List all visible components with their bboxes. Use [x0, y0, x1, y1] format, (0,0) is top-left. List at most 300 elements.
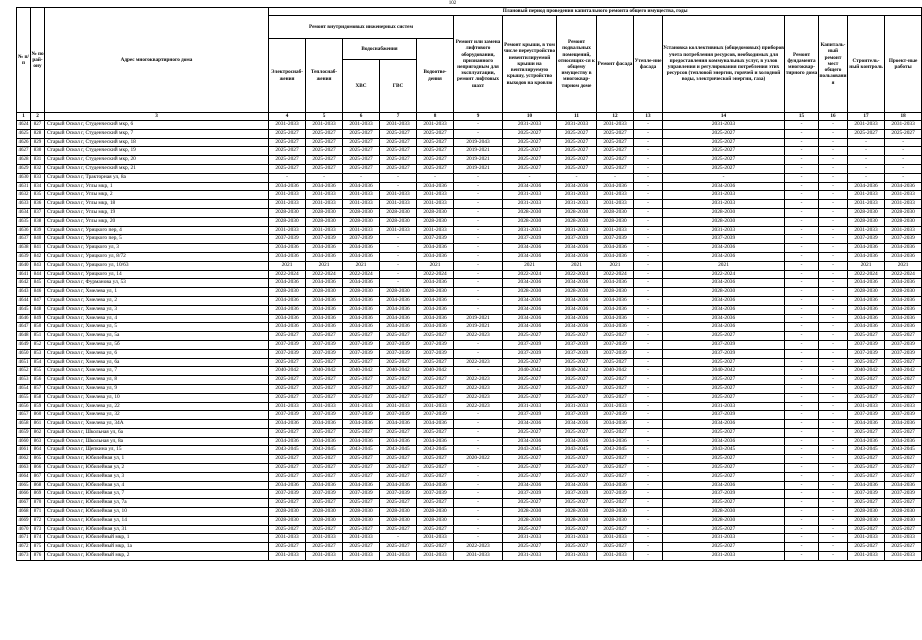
period-cell: 2022-2023: [454, 376, 503, 385]
column-number: 16: [819, 113, 848, 121]
address-cell: Старый Оскол г, Хмелева ул, 9: [45, 384, 269, 393]
period-cell: -: [819, 173, 848, 182]
period-cell: -: [819, 420, 848, 429]
table-row: [17, 543, 922, 552]
period-cell: -: [454, 490, 503, 499]
header-heat: Теплоснаб-жения: [306, 39, 343, 113]
period-cell: -: [785, 208, 819, 217]
period-cell: -: [848, 164, 885, 173]
period-cell: 2034-2036: [269, 323, 306, 332]
period-cell: -: [634, 543, 663, 552]
period-cell: -: [634, 481, 663, 490]
period-cell: 2040-2042: [269, 367, 306, 376]
period-cell: 2031-2033: [885, 552, 922, 561]
period-cell: -: [634, 191, 663, 200]
row-index-cell: 4663: [17, 464, 31, 473]
period-cell: -: [634, 490, 663, 499]
period-cell: 2031-2033: [597, 121, 634, 130]
period-cell: 2043-2045: [380, 446, 417, 455]
period-cell: 2021: [269, 261, 306, 270]
period-cell: 2034-2036: [885, 182, 922, 191]
period-cell: 2037-2039: [663, 490, 785, 499]
period-cell: 2025-2027: [306, 472, 343, 481]
period-cell: 2025-2027: [503, 332, 557, 341]
period-cell: 2025-2027: [503, 455, 557, 464]
period-cell: 2025-2027: [848, 464, 885, 473]
period-cell: -: [380, 244, 417, 253]
period-cell: 2021: [417, 261, 454, 270]
column-number: 1: [17, 113, 31, 121]
period-cell: -: [785, 191, 819, 200]
period-cell: 2034-2036: [380, 296, 417, 305]
period-cell: 2040-2042: [306, 367, 343, 376]
period-cell: 2025-2027: [848, 376, 885, 385]
table-row: [17, 349, 922, 358]
period-cell: 2037-2039: [503, 411, 557, 420]
period-cell: 2034-2036: [663, 314, 785, 323]
period-cell: -: [819, 340, 848, 349]
period-cell: 2031-2033: [343, 552, 380, 561]
period-cell: 2028-2030: [885, 217, 922, 226]
period-cell: 2040-2042: [885, 367, 922, 376]
period-cell: 2022-2023: [454, 402, 503, 411]
row-index-cell: 4638: [17, 244, 31, 253]
period-cell: -: [819, 358, 848, 367]
period-cell: 2028-2030: [417, 208, 454, 217]
period-cell: 2031-2033: [380, 200, 417, 209]
period-cell: 2025-2027: [306, 138, 343, 147]
period-cell: -: [454, 508, 503, 517]
period-cell: 2034-2036: [848, 314, 885, 323]
period-cell: 2025-2027: [343, 156, 380, 165]
address-cell: Старый Оскол г, Урицкого пер, 4: [45, 226, 269, 235]
period-cell: 2043-2045: [557, 446, 597, 455]
header-period-title: Плановый период проведения капитального ремонта общего имущества, годы: [269, 8, 922, 16]
period-cell: 2034-2036: [343, 296, 380, 305]
period-cell: 2025-2027: [269, 358, 306, 367]
period-cell: 2025-2027: [343, 455, 380, 464]
district-number-cell: 872: [31, 516, 45, 525]
period-cell: -: [785, 261, 819, 270]
period-cell: -: [819, 376, 848, 385]
period-cell: -: [634, 147, 663, 156]
period-cell: 2034-2036: [380, 305, 417, 314]
period-cell: 2025-2027: [269, 525, 306, 534]
header-electric: Электроснаб-жения: [269, 39, 306, 113]
period-cell: -: [785, 138, 819, 147]
period-cell: 2031-2033: [343, 200, 380, 209]
period-cell: -: [380, 279, 417, 288]
address-cell: Старый Оскол г, Хмелева ул, 34А: [45, 420, 269, 429]
period-cell: 2031-2033: [557, 226, 597, 235]
period-cell: 2034-2036: [663, 420, 785, 429]
row-index-cell: 4655: [17, 393, 31, 402]
period-cell: 2031-2033: [597, 402, 634, 411]
period-cell: -: [269, 173, 306, 182]
period-cell: -: [454, 437, 503, 446]
district-number-cell: 849: [31, 314, 45, 323]
period-cell: -: [454, 191, 503, 200]
address-cell: Старый Оскол г, Юбилейная ул, 31: [45, 525, 269, 534]
period-cell: 2025-2027: [306, 543, 343, 552]
period-cell: 2025-2027: [306, 332, 343, 341]
header-water-supply: Водоснабжения: [343, 39, 417, 60]
row-index-cell: 4647: [17, 323, 31, 332]
period-cell: 2037-2039: [848, 490, 885, 499]
period-cell: 2025-2027: [885, 499, 922, 508]
period-cell: 2025-2027: [848, 455, 885, 464]
period-cell: 2028-2030: [269, 208, 306, 217]
period-cell: 2034-2036: [306, 314, 343, 323]
period-cell: 2034-2036: [597, 252, 634, 261]
period-cell: -: [343, 173, 380, 182]
period-cell: -: [634, 384, 663, 393]
period-cell: 2025-2027: [269, 147, 306, 156]
period-cell: -: [454, 464, 503, 473]
table-row: [17, 481, 922, 490]
period-cell: 2025-2027: [306, 376, 343, 385]
period-cell: -: [454, 288, 503, 297]
header-hot-water: ГВС: [380, 60, 417, 113]
period-cell: -: [380, 270, 417, 279]
header-facade-repair: Ремонт фасада: [597, 16, 634, 113]
period-cell: 2031-2033: [663, 402, 785, 411]
period-cell: 2034-2036: [417, 279, 454, 288]
period-cell: 2040-2042: [417, 367, 454, 376]
period-cell: 2034-2036: [557, 296, 597, 305]
period-cell: -: [785, 164, 819, 173]
period-cell: -: [819, 270, 848, 279]
row-index-cell: 4661: [17, 446, 31, 455]
address-cell: Старый Оскол г, Углы мкр, 2: [45, 191, 269, 200]
period-cell: -: [454, 534, 503, 543]
row-index-cell: 4665: [17, 481, 31, 490]
district-number-cell: 827: [31, 121, 45, 130]
period-cell: -: [634, 288, 663, 297]
district-number-cell: 867: [31, 472, 45, 481]
table-row: [17, 508, 922, 517]
period-cell: 2028-2030: [597, 217, 634, 226]
period-cell: 2031-2033: [597, 200, 634, 209]
period-cell: 2034-2036: [417, 252, 454, 261]
period-cell: 2037-2039: [343, 490, 380, 499]
period-cell: -: [785, 508, 819, 517]
period-cell: 2031-2033: [306, 191, 343, 200]
period-cell: -: [380, 252, 417, 261]
district-number-cell: 853: [31, 349, 45, 358]
period-cell: 2025-2027: [306, 499, 343, 508]
period-cell: 2028-2030: [343, 508, 380, 517]
period-cell: -: [785, 182, 819, 191]
row-index-cell: 4626: [17, 138, 31, 147]
period-cell: -: [454, 252, 503, 261]
row-index-cell: 4656: [17, 402, 31, 411]
period-cell: 2034-2036: [503, 252, 557, 261]
period-cell: 2025-2027: [503, 147, 557, 156]
period-cell: 2025-2027: [380, 525, 417, 534]
period-cell: 2034-2036: [848, 244, 885, 253]
period-cell: -: [634, 534, 663, 543]
period-cell: 2040-2042: [848, 367, 885, 376]
period-cell: 2031-2033: [380, 226, 417, 235]
period-cell: 2037-2039: [597, 235, 634, 244]
period-cell: 2034-2036: [343, 182, 380, 191]
period-cell: 2025-2027: [417, 384, 454, 393]
period-cell: 2034-2036: [343, 252, 380, 261]
table-row: [17, 411, 922, 420]
district-number-cell: 865: [31, 455, 45, 464]
period-cell: 2022-2024: [597, 270, 634, 279]
period-cell: 2034-2036: [503, 305, 557, 314]
period-cell: 2037-2039: [306, 411, 343, 420]
period-cell: 2031-2033: [503, 402, 557, 411]
address-cell: Старый Оскол г, Юбилейная ул, 2: [45, 464, 269, 473]
period-cell: 2037-2039: [269, 490, 306, 499]
period-cell: 2028-2030: [848, 217, 885, 226]
period-cell: 2031-2033: [597, 552, 634, 561]
period-cell: 2031-2033: [503, 200, 557, 209]
period-cell: 2031-2033: [848, 191, 885, 200]
period-cell: 2037-2039: [557, 235, 597, 244]
row-index-cell: 4664: [17, 472, 31, 481]
period-cell: 2034-2036: [848, 279, 885, 288]
period-cell: 2025-2027: [557, 464, 597, 473]
period-cell: 2025-2027: [557, 332, 597, 341]
period-cell: 2034-2036: [557, 244, 597, 253]
period-cell: 2028-2030: [503, 516, 557, 525]
row-index-cell: 4670: [17, 525, 31, 534]
period-cell: 2025-2027: [597, 525, 634, 534]
period-cell: 2034-2036: [343, 244, 380, 253]
period-cell: 2034-2036: [306, 305, 343, 314]
column-number: 17: [848, 113, 885, 121]
period-cell: 2025-2027: [557, 358, 597, 367]
period-cell: 2025-2027: [848, 472, 885, 481]
period-cell: 2034-2036: [557, 420, 597, 429]
district-number-cell: 861: [31, 420, 45, 429]
period-cell: 2025-2027: [380, 384, 417, 393]
period-cell: 2031-2033: [503, 191, 557, 200]
period-cell: 2025-2027: [380, 129, 417, 138]
address-cell: Старый Оскол г, Хмелева ул, 6а: [45, 358, 269, 367]
row-index-cell: 4654: [17, 384, 31, 393]
period-cell: 2031-2033: [269, 534, 306, 543]
period-cell: 2025-2027: [663, 472, 785, 481]
district-number-cell: 835: [31, 191, 45, 200]
period-cell: -: [785, 499, 819, 508]
period-cell: 2025-2027: [885, 358, 922, 367]
period-cell: -: [454, 121, 503, 130]
period-cell: -: [819, 235, 848, 244]
period-cell: 2034-2036: [417, 481, 454, 490]
row-index-cell: 4627: [17, 147, 31, 156]
period-cell: 2028-2030: [663, 508, 785, 517]
address-cell: Старый Оскол г, Хмелева ул, 8: [45, 376, 269, 385]
period-cell: 2025-2027: [848, 358, 885, 367]
period-cell: 2025-2027: [663, 147, 785, 156]
period-cell: -: [634, 376, 663, 385]
period-cell: -: [634, 217, 663, 226]
period-cell: 2034-2036: [417, 182, 454, 191]
period-cell: 2025-2027: [417, 156, 454, 165]
period-cell: 2028-2030: [848, 288, 885, 297]
period-cell: 2028-2030: [597, 288, 634, 297]
period-cell: 2025-2027: [380, 428, 417, 437]
period-cell: 2025-2027: [417, 543, 454, 552]
period-cell: -: [454, 340, 503, 349]
period-cell: 2043-2045: [503, 446, 557, 455]
period-cell: -: [634, 226, 663, 235]
period-cell: 2022-2024: [343, 270, 380, 279]
header-facade-insulation: Утепле-ние фасада: [634, 16, 663, 113]
period-cell: -: [785, 226, 819, 235]
period-cell: -: [785, 332, 819, 341]
period-cell: -: [785, 464, 819, 473]
address-cell: Старый Оскол г, Хмелева ул, 4: [45, 314, 269, 323]
address-cell: Старый Оскол г, Юбилейная ул, 1: [45, 455, 269, 464]
row-index-cell: 4648: [17, 332, 31, 341]
table-row: [17, 534, 922, 543]
period-cell: -: [819, 516, 848, 525]
district-number-cell: 870: [31, 499, 45, 508]
period-cell: 2031-2033: [343, 402, 380, 411]
row-index-cell: 4646: [17, 314, 31, 323]
period-cell: -: [557, 173, 597, 182]
period-cell: 2037-2039: [557, 340, 597, 349]
period-cell: -: [634, 173, 663, 182]
period-cell: -: [454, 235, 503, 244]
period-cell: 2028-2030: [417, 516, 454, 525]
period-cell: 2025-2027: [503, 358, 557, 367]
district-number-cell: 832: [31, 164, 45, 173]
period-cell: 2034-2036: [597, 305, 634, 314]
period-cell: -: [454, 367, 503, 376]
table-row: [17, 288, 922, 297]
period-cell: 2025-2027: [597, 358, 634, 367]
period-cell: 2031-2033: [885, 402, 922, 411]
period-cell: 2034-2036: [848, 182, 885, 191]
period-cell: 2025-2027: [663, 384, 785, 393]
period-cell: 2025-2027: [597, 332, 634, 341]
period-cell: 2037-2039: [380, 340, 417, 349]
period-cell: 2037-2039: [417, 411, 454, 420]
column-number: 9: [454, 113, 503, 121]
period-cell: 2025-2027: [503, 525, 557, 534]
period-cell: -: [785, 384, 819, 393]
table-row: [17, 252, 922, 261]
address-cell: Старый Оскол г, Школьная ул, 8а: [45, 437, 269, 446]
period-cell: -: [819, 147, 848, 156]
period-cell: 2025-2027: [597, 455, 634, 464]
period-cell: 2022-2023: [454, 332, 503, 341]
period-cell: 2025-2027: [597, 156, 634, 165]
period-cell: 2028-2030: [557, 288, 597, 297]
period-cell: 2028-2030: [557, 217, 597, 226]
period-cell: -: [634, 358, 663, 367]
period-cell: -: [819, 402, 848, 411]
period-cell: 2025-2027: [380, 499, 417, 508]
period-cell: -: [819, 428, 848, 437]
table-row: [17, 314, 922, 323]
period-cell: 2025-2027: [417, 376, 454, 385]
period-cell: 2034-2036: [343, 305, 380, 314]
period-cell: 2034-2036: [269, 279, 306, 288]
column-number: 15: [785, 113, 819, 121]
period-cell: -: [819, 332, 848, 341]
district-number-cell: 876: [31, 552, 45, 561]
period-cell: 2025-2027: [343, 376, 380, 385]
period-cell: 2022-2023: [454, 543, 503, 552]
table-row: [17, 235, 922, 244]
period-cell: 2025-2027: [885, 332, 922, 341]
period-cell: -: [785, 156, 819, 165]
period-cell: -: [819, 393, 848, 402]
period-cell: 2037-2039: [417, 490, 454, 499]
period-cell: 2034-2036: [380, 437, 417, 446]
period-cell: 2037-2039: [663, 411, 785, 420]
period-cell: 2025-2027: [663, 138, 785, 147]
period-cell: 2037-2039: [269, 340, 306, 349]
period-cell: -: [634, 472, 663, 481]
address-cell: Старый Оскол г, Хмелева ул, 3: [45, 305, 269, 314]
period-cell: 2034-2036: [557, 314, 597, 323]
row-index-cell: 4632: [17, 191, 31, 200]
period-cell: -: [634, 261, 663, 270]
period-cell: 2031-2033: [557, 121, 597, 130]
period-cell: -: [785, 270, 819, 279]
table-row: [17, 367, 922, 376]
period-cell: 2025-2027: [306, 129, 343, 138]
period-cell: 2031-2033: [417, 226, 454, 235]
period-cell: -: [785, 129, 819, 138]
period-cell: -: [785, 481, 819, 490]
period-cell: -: [819, 252, 848, 261]
period-cell: 2025-2027: [557, 164, 597, 173]
period-cell: 2031-2033: [306, 552, 343, 561]
period-cell: 2037-2039: [848, 340, 885, 349]
district-number-cell: 837: [31, 208, 45, 217]
period-cell: -: [819, 464, 848, 473]
period-cell: -: [819, 367, 848, 376]
period-cell: -: [454, 305, 503, 314]
period-cell: -: [785, 552, 819, 561]
district-number-cell: 850: [31, 323, 45, 332]
period-cell: 2034-2036: [557, 279, 597, 288]
period-cell: 2034-2036: [557, 437, 597, 446]
period-cell: 2031-2033: [306, 226, 343, 235]
period-cell: -: [634, 552, 663, 561]
period-cell: -: [785, 543, 819, 552]
period-cell: 2034-2036: [503, 481, 557, 490]
period-cell: 2025-2027: [269, 472, 306, 481]
period-cell: -: [785, 472, 819, 481]
table-body: [17, 121, 922, 561]
period-cell: 2037-2039: [885, 340, 922, 349]
table-row: [17, 420, 922, 429]
period-cell: 2025-2027: [380, 138, 417, 147]
address-cell: Старый Оскол г, Хмелева ул, 1: [45, 288, 269, 297]
table-row: [17, 217, 922, 226]
period-cell: -: [634, 314, 663, 323]
period-cell: -: [454, 217, 503, 226]
period-cell: 2031-2033: [557, 191, 597, 200]
period-cell: -: [819, 279, 848, 288]
period-cell: 2025-2027: [503, 138, 557, 147]
address-cell: Старый Оскол г, Хмелева ул, 5б: [45, 340, 269, 349]
period-cell: 2031-2033: [503, 121, 557, 130]
period-cell: -: [785, 525, 819, 534]
district-number-cell: 848: [31, 305, 45, 314]
